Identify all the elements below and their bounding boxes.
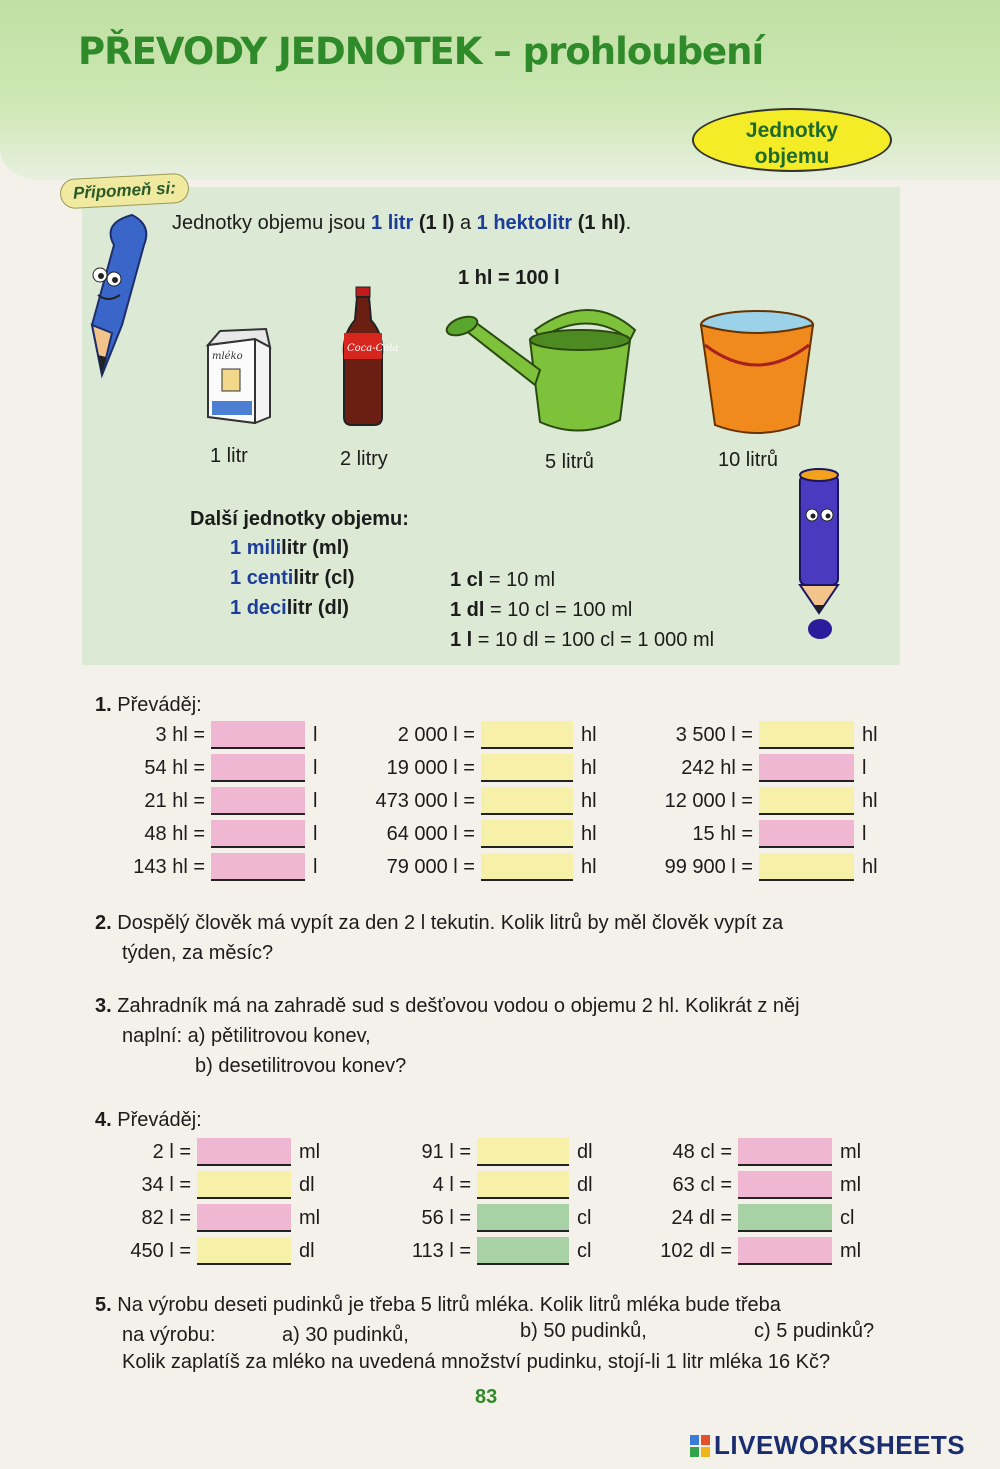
- exercise-question: 48 cl =: [672, 1140, 732, 1163]
- exercise-unit: l: [313, 855, 318, 878]
- answer-field[interactable]: [481, 721, 573, 749]
- task3-number: 3.: [95, 995, 112, 1017]
- exercise-question: 79 000 l =: [386, 855, 475, 878]
- exercise-unit: l: [313, 723, 318, 746]
- task2-number: 2.: [95, 912, 112, 934]
- t1-row: [95, 852, 317, 882]
- exercise-unit: hl: [581, 822, 597, 845]
- t4-row: [620, 1170, 861, 1200]
- t1-row: [330, 753, 597, 783]
- exercise-question: 21 hl =: [144, 789, 205, 812]
- exercise-unit: l: [862, 822, 867, 845]
- t1-row: [95, 786, 317, 816]
- exercise-unit: l: [313, 789, 318, 812]
- answer-field[interactable]: [738, 1171, 832, 1199]
- exercise-unit: dl: [577, 1140, 593, 1163]
- exercise-unit: hl: [862, 789, 878, 812]
- exercise-question: 3 500 l =: [675, 723, 753, 746]
- t1-row: [95, 720, 317, 750]
- answer-field[interactable]: [481, 787, 573, 815]
- t4-row: [375, 1137, 593, 1167]
- topic-badge: [692, 108, 892, 172]
- equation-cl: 1 cl = 10 ml: [450, 569, 556, 591]
- task2-line2: týden, za měsíc?: [122, 942, 274, 964]
- answer-field[interactable]: [211, 853, 305, 881]
- t4-row: [95, 1170, 315, 1200]
- exercise-unit: ml: [299, 1206, 321, 1229]
- exercise-unit: cl: [577, 1239, 592, 1262]
- exercise-question: 12 000 l =: [664, 789, 753, 812]
- task3-line3: b) desetilitrovou konev?: [195, 1055, 407, 1077]
- answer-field[interactable]: [211, 721, 305, 749]
- exercise-unit: hl: [862, 855, 878, 878]
- task4-heading: 4. Převáděj:: [95, 1109, 202, 1131]
- reminder-tag: Připomeň si:: [59, 173, 189, 210]
- t4-row: [620, 1236, 861, 1266]
- exercise-question: 143 hl =: [133, 855, 205, 878]
- intro-hl: 1 hektolitr: [476, 212, 573, 234]
- other-units-title: Další jednotky objemu:: [190, 508, 409, 530]
- t1-row: [615, 852, 878, 882]
- exercise-unit: l: [862, 756, 867, 779]
- cola-bottle-icon: [338, 285, 399, 430]
- exercise-question: 64 000 l =: [386, 822, 475, 845]
- exercise-unit: hl: [581, 855, 597, 878]
- page-title: PŘEVODY JEDNOTEK – prohloubení: [78, 30, 764, 73]
- intro-end: .: [625, 212, 632, 234]
- intro-litr: 1 litr: [371, 212, 414, 234]
- t1-row: [615, 753, 866, 783]
- exercise-question: 450 l =: [130, 1239, 191, 1262]
- task5-option-a: a) 30 pudinků,: [282, 1324, 409, 1346]
- t4-row: [95, 1236, 315, 1266]
- exercise-unit: dl: [299, 1239, 315, 1262]
- exercise-question: 34 l =: [141, 1173, 191, 1196]
- exercise-unit: hl: [581, 723, 597, 746]
- task3: [95, 991, 800, 1021]
- exercise-question: 82 l =: [141, 1206, 191, 1229]
- milk-carton-icon: [200, 325, 280, 425]
- exercise-question: 91 l =: [421, 1140, 471, 1163]
- hl-equation: 1 hl = 100 l: [458, 267, 560, 289]
- t4-row: [375, 1236, 591, 1266]
- exercise-unit: l: [313, 756, 318, 779]
- exercise-question: 4 l =: [432, 1173, 471, 1196]
- t1-row: [330, 852, 597, 882]
- t1-row: [330, 819, 597, 849]
- answer-field[interactable]: [481, 754, 573, 782]
- unit-dl: 1 decilitr (dl): [230, 597, 349, 619]
- t1-row: [95, 819, 317, 849]
- exercise-question: 242 hl =: [681, 756, 753, 779]
- answer-field[interactable]: [197, 1171, 291, 1199]
- task5-line1: Na výrobu deseti pudinků je třeba 5 litrů mléka. Kolik litrů mléka bude třeba: [117, 1294, 781, 1316]
- exercise-question: 48 hl =: [144, 822, 205, 845]
- intro-litr-abbr: (1 l): [413, 212, 455, 234]
- answer-field[interactable]: [759, 820, 854, 848]
- answer-field[interactable]: [759, 853, 854, 881]
- t4-row: [620, 1203, 854, 1233]
- t4-row: [95, 1203, 320, 1233]
- exercise-question: 2 l =: [152, 1140, 191, 1163]
- answer-field[interactable]: [197, 1204, 291, 1232]
- exercise-unit: ml: [840, 1173, 862, 1196]
- t1-row: [95, 753, 317, 783]
- exercise-unit: hl: [862, 723, 878, 746]
- intro-hl-abbr: (1 hl): [572, 212, 626, 234]
- t1-row: [615, 720, 878, 750]
- t4-row: [375, 1203, 591, 1233]
- intro-mid: a: [454, 212, 477, 234]
- task5-option-c: c) 5 pudinků?: [754, 1320, 875, 1342]
- exercise-question: 99 900 l =: [664, 855, 753, 878]
- page-number: 83: [475, 1386, 498, 1408]
- cola-label: Coca-Cola: [347, 343, 399, 354]
- exercise-question: 15 hl =: [692, 822, 753, 845]
- exercise-unit: cl: [577, 1206, 592, 1229]
- caption-2-litry: 2 litry: [340, 448, 388, 470]
- liveworksheets-logo-icon: [690, 1435, 710, 1457]
- answer-field[interactable]: [477, 1171, 569, 1199]
- answer-field[interactable]: [738, 1204, 832, 1232]
- t4-row: [95, 1137, 320, 1167]
- exercise-question: 102 dl =: [660, 1239, 732, 1262]
- answer-field[interactable]: [759, 787, 854, 815]
- task1-heading: 1. Převáděj:: [95, 694, 202, 716]
- exercise-unit: ml: [840, 1239, 862, 1262]
- answer-field[interactable]: [738, 1237, 832, 1265]
- exercise-question: 54 hl =: [144, 756, 205, 779]
- exclamation-pencil-icon: [790, 465, 860, 645]
- task2: [95, 908, 783, 938]
- answer-field[interactable]: [197, 1138, 291, 1166]
- t1-row: [330, 720, 597, 750]
- task3-line1: Zahradník má na zahradě sud s dešťovou vodou o objemu 2 hl. Kolikrát z něj: [117, 995, 800, 1017]
- equation-dl: 1 dl = 10 cl = 100 ml: [450, 599, 633, 621]
- answer-field[interactable]: [211, 754, 305, 782]
- exercise-question: 19 000 l =: [386, 756, 475, 779]
- badge-line1: Jednotky: [745, 119, 839, 142]
- t4-row: [620, 1137, 861, 1167]
- t4-row: [375, 1170, 593, 1200]
- answer-field[interactable]: [477, 1138, 569, 1166]
- liveworksheets-logo: [690, 1430, 965, 1461]
- liveworksheets-brand: LIVEWORKSHEETS: [714, 1430, 966, 1460]
- exercise-question: 2 000 l =: [397, 723, 475, 746]
- exercise-unit: hl: [581, 756, 597, 779]
- answer-field[interactable]: [738, 1138, 832, 1166]
- answer-field[interactable]: [477, 1204, 569, 1232]
- milk-label: mléko: [212, 351, 243, 362]
- exercise-unit: cl: [840, 1206, 855, 1229]
- task5: [95, 1290, 781, 1320]
- pencil-mascot-icon: [62, 205, 162, 395]
- intro-text: Jednotky objemu jsou: [172, 212, 372, 234]
- task5-line2: na výrobu:: [122, 1324, 216, 1346]
- exercise-question: 56 l =: [421, 1206, 471, 1229]
- answer-field[interactable]: [477, 1237, 569, 1265]
- equation-l: 1 l = 10 dl = 100 cl = 1 000 ml: [450, 629, 715, 651]
- task3-line2: naplní: a) pětilitrovou konev,: [122, 1025, 371, 1047]
- bucket-icon: [695, 305, 820, 445]
- task2-line1: Dospělý člověk má vypít za den 2 l tekutin. Kolik litrů by měl člověk vypít za: [117, 912, 784, 934]
- watering-can-icon: [440, 300, 650, 440]
- exercise-unit: ml: [840, 1140, 862, 1163]
- answer-field[interactable]: [481, 853, 573, 881]
- t1-row: [330, 786, 597, 816]
- t1-row: [615, 786, 878, 816]
- exercise-question: 3 hl =: [155, 723, 205, 746]
- answer-field[interactable]: [211, 820, 305, 848]
- exercise-question: 113 l =: [411, 1239, 471, 1262]
- exercise-question: 24 dl =: [671, 1206, 732, 1229]
- exercise-unit: hl: [581, 789, 597, 812]
- exercise-unit: l: [313, 822, 318, 845]
- answer-field[interactable]: [759, 721, 854, 749]
- answer-field[interactable]: [759, 754, 854, 782]
- answer-field[interactable]: [197, 1237, 291, 1265]
- caption-5-litru: 5 litrů: [545, 451, 594, 473]
- exercise-unit: dl: [577, 1173, 593, 1196]
- intro-sentence: [172, 212, 631, 235]
- caption-10-litru: 10 litrů: [718, 449, 779, 471]
- badge-line2: objemu: [754, 145, 830, 168]
- t1-row: [615, 819, 866, 849]
- answer-field[interactable]: [211, 787, 305, 815]
- exercise-unit: ml: [299, 1140, 321, 1163]
- unit-ml: 1 mililitr (ml): [230, 537, 349, 559]
- task5-number: 5.: [95, 1294, 112, 1316]
- task5-line3: Kolik zaplatíš za mléko na uvedená množství pudinku, stojí-li 1 litr mléka 16 Kč?: [122, 1351, 831, 1373]
- caption-1-litr: 1 litr: [210, 445, 248, 467]
- exercise-question: 473 000 l =: [375, 789, 475, 812]
- exercise-question: 63 cl =: [672, 1173, 732, 1196]
- exercise-unit: dl: [299, 1173, 315, 1196]
- task5-option-b: b) 50 pudinků,: [520, 1320, 647, 1342]
- answer-field[interactable]: [481, 820, 573, 848]
- unit-cl: 1 centilitr (cl): [230, 567, 355, 589]
